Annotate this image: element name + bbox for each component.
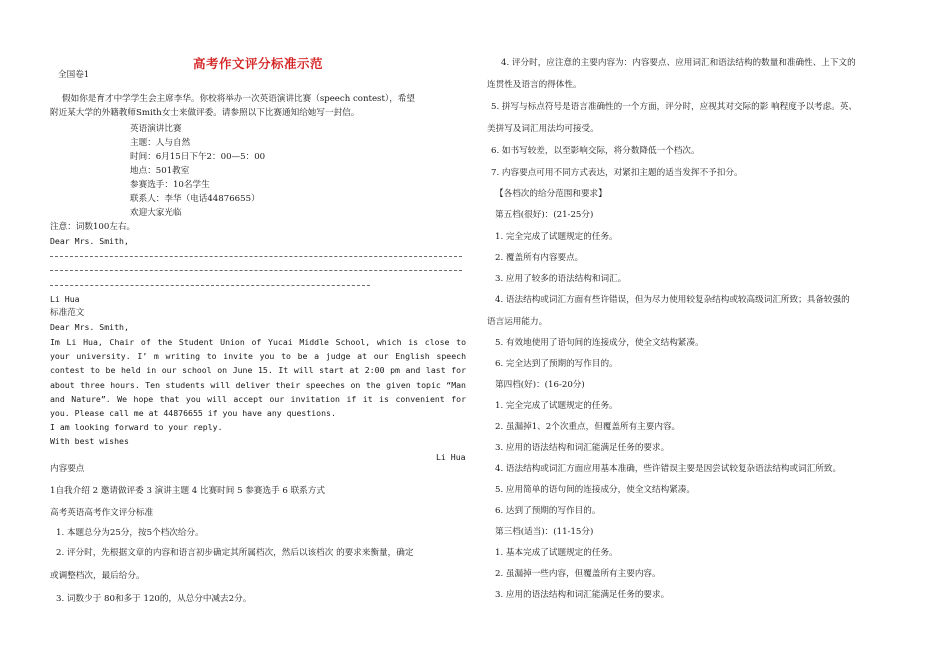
- model-closing: I am looking forward to your reply.: [50, 422, 223, 432]
- model-signature: Li Hua: [436, 452, 466, 462]
- grade-item: 1. 基本完成了试题规定的任务。: [495, 548, 618, 558]
- grade-item: 1. 完全完成了试题规定的任务。: [495, 401, 618, 411]
- model-heading: 标准范文: [50, 308, 85, 318]
- grade-section-heading: 【各档次的给分范围和要求】: [495, 189, 607, 199]
- grade-item: 4. 语法结构或词汇方面有些许错误，但为尽力使用较复杂结构或较高级词汇所致；具备较强的: [495, 295, 850, 305]
- grade-item: 2. 虽漏掉1、2个次重点，但覆盖所有主要内容。: [495, 422, 681, 432]
- grade-item: 3. 应用的语法结构和词汇能满足任务的要求。: [495, 443, 670, 453]
- answer-line: [50, 270, 462, 271]
- model-line: about three hours. Ten students will deliver their speeches on the given topic “Man: [50, 380, 466, 390]
- grade-item: 语言运用能力。: [487, 317, 548, 327]
- rule-item: 5. 拼写与标点符号是语言准确性的一个方面，评分时，应视其对交际的影 响程度予以考虑。英、: [491, 102, 858, 112]
- grade-item: 6. 达到了预期的写作目的。: [495, 506, 601, 516]
- answer-line: [50, 256, 462, 257]
- notice-line: 联系人：李华（电话44876655）: [130, 194, 260, 204]
- points-heading: 内容要点: [50, 464, 85, 474]
- answer-line: [50, 285, 370, 286]
- word-count-note: 注意：词数100左右。: [50, 222, 136, 232]
- letter-signature: Li Hua: [50, 294, 80, 304]
- grade-item: 3. 应用了较多的语法结构和词汇。: [495, 274, 627, 284]
- rule-item: 美拼写及词汇用法均可接受。: [487, 124, 599, 134]
- rule-item: 1. 本题总分为25分，按5个档次给分。: [56, 528, 204, 538]
- notice-line: 主题：人与自然: [130, 138, 191, 148]
- model-line: Im Li Hua, Chair of the Student Union of Yucai Middle School, which is close to: [50, 337, 466, 347]
- grade-item: 2. 覆盖所有内容要点。: [495, 253, 584, 263]
- notice-line: 欢迎大家光临: [130, 208, 182, 218]
- grade-item: 2. 虽漏掉一些内容，但覆盖所有主要内容。: [495, 569, 661, 579]
- notice-line: 时间：6月15日下午2：00—5：00: [130, 152, 266, 162]
- grade-item: 6. 完全达到了预期的写作目的。: [495, 359, 618, 369]
- prompt-line: 假如你是育才中学学生会主席李华。你校将举办一次英语演讲比赛（speech contest），希望: [62, 94, 415, 104]
- rule-item: 7. 内容要点可用不同方式表达，对紧扣主题的适当发挥不予扣分。: [491, 168, 743, 178]
- rule-item: 2. 评分时，先根据文章的内容和语言初步确定其所属档次，然后以该档次 的要求来衡量，确定: [56, 548, 414, 558]
- notice-line: 地点：501教室: [130, 166, 190, 176]
- model-line: and Nature”. We hope that you will accept our invitation if it is convenient for: [50, 394, 466, 404]
- section-label: 全国卷1: [58, 70, 90, 80]
- model-line: your university. I’ m writing to invite you to be a judge at our English speech: [50, 351, 466, 361]
- grade-item: 3. 应用的语法结构和词汇能满足任务的要求。: [495, 590, 670, 600]
- model-line: you. Please call me at 44876655 if you have any questions.: [50, 408, 336, 418]
- grade-heading: 第四档(好)：(16-20分): [495, 380, 585, 390]
- grade-item: 4. 语法结构或词汇方面应用基本准确，些许错误主要是因尝试较复杂语法结构或词汇所致。: [495, 464, 842, 474]
- model-salutation: Dear Mrs. Smith,: [50, 322, 129, 332]
- model-line: contest to be held in our school on June 15. It will start at 2:00 pm and last for: [50, 365, 466, 375]
- grade-heading: 第五档(很好)：(21-25分): [495, 210, 594, 220]
- rule-item: 连贯性及语言的得体性。: [487, 80, 582, 90]
- letter-salutation: Dear Mrs. Smith,: [50, 236, 129, 246]
- standard-heading: 高考英语高考作文评分标准: [50, 508, 154, 518]
- points-list: 1自我介绍 2 邀请做评委 3 演讲主题 4 比赛时间 5 参赛选手 6 联系方式: [50, 486, 325, 496]
- grade-item: 5. 应用简单的语句间的连接成分，使全文结构紧凑。: [495, 485, 695, 495]
- grade-item: 5. 有效地使用了语句间的连接成分，使全文结构紧凑。: [495, 338, 704, 348]
- notice-line: 参赛选手：10名学生: [130, 180, 210, 190]
- grade-item: 1. 完全完成了试题规定的任务。: [495, 232, 618, 242]
- model-closing: With best wishes: [50, 436, 129, 446]
- rule-item: 3. 词数少于 80和多于 120的，从总分中减去2分。: [56, 594, 252, 604]
- prompt-line: 附近某大学的外籍教师Smith女士来做评委。请参照以下比赛通知给她写一封信。: [50, 108, 360, 118]
- rule-item: 4. 评分时，应注意的主要内容为：内容要点、应用词汇和语法结构的数量和准确性、上下文的: [501, 58, 856, 68]
- grade-heading: 第三档(适当)：(11-15分): [495, 527, 594, 537]
- rule-item: 6. 如书写较差，以至影响交际，将分数降低一个档次。: [491, 146, 700, 156]
- page-title: 高考作文评分标准示范: [192, 56, 323, 71]
- notice-line: 英语演讲比赛: [130, 124, 182, 134]
- rule-item: 或调整档次，最后给分。: [50, 571, 145, 581]
